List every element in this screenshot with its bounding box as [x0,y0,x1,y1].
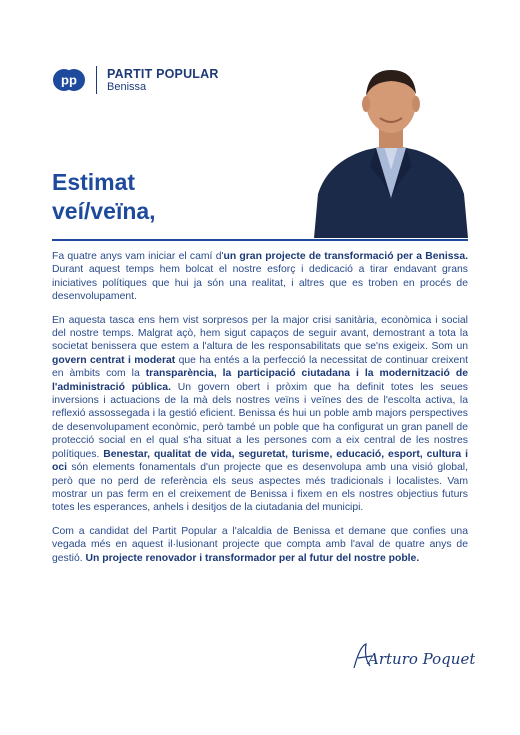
letter-text: Com a candidat del Partit Popular a l'alcaldia de Benissa et demane que confies una vegada més en aquest il·lusionant projecte que compta amb l'aval de quatre anys de gestió. [52,525,468,564]
logo-text [107,67,219,94]
greeting-line-2: veí/veïna, [52,198,156,224]
party-town: Benissa [107,80,147,93]
letter-text: En aquesta tasca ens hem vist sorpresos per la major crisi sanitària, econòmica i social del nostre temps. Malgrat açò, hem sigut capaços de seguir avant, demostrant a tota la societat benissera que estem a l'altura de les responsabilitats que se'ns exigeix. Som un [52,314,468,353]
candidate-portrait [314,66,468,238]
letter-text: Durant aquest temps hem bolcat el nostre esforç i dedicació a tirar endavant grans iniciatives polítiques que hui ja són una realitat, i altres que es troben en procés de desenvolupament. [52,264,468,303]
logo-divider [96,66,97,94]
heading-divider [52,239,468,241]
letter-paragraph-1 [52,250,468,304]
svg-text:pp: pp [61,72,77,88]
letter-paragraph-3 [52,525,468,565]
letter-paragraph-2 [52,314,468,515]
letter-emphasis: transparència, la participació ciutadana i la modernització de l'administració pública. [52,368,468,393]
letter-body [52,250,468,575]
portrait-illustration [314,66,468,238]
letter-emphasis: Benestar, qualitat de vida, seguretat, turisme, educació, esport, cultura i oci [52,448,468,474]
letter-emphasis: govern centrat i moderat [52,354,176,366]
signature-text: Arturo Poquet [368,650,475,668]
greeting-heading [52,168,156,226]
letter-text: que ha entés a la perfecció la necessitat de continuar creixent en àmbits com la [52,354,468,380]
party-logo [52,63,219,97]
greeting-line-1: Estimat [52,169,136,195]
letter-emphasis: un gran projecte de transformació per a Benissa. [223,251,468,262]
letter-text: Un govern obert i pròxim que ha definit totes les seues inversions i actuacions de la mà dels nostres veïns i veïnes des de l'escolta activa, la reflexió assossegada i la gestió eficient. Benissa és hui un poble amb majors perspectives de desenvolupament econòmic, però també un poble que ha configurat un gran panell de protecció social en el qual s'ha situat a les persones com a eix central de les nostres polítiques. [52,381,468,460]
pp-logo-icon [52,67,86,93]
letter-emphasis: Un projecte renovador i transformador per al futur del nostre poble. [85,552,420,564]
party-name: PARTIT POPULAR [107,66,219,81]
letter-text: Fa quatre anys vam iniciar el camí d' [52,251,224,262]
signature [350,640,475,674]
letter-text: són elements fonamentals d'un projecte que es desenvolupa amb una visió global, però que no perd de referència els seus aspectes més tradicionals i localistes. Vam mostrar un pas ferm en el creixement de Benissa i fixem en els nostres objectius futurs totes les esperances, anhels i desitjos de la ciutadania del municipi. [52,462,468,514]
